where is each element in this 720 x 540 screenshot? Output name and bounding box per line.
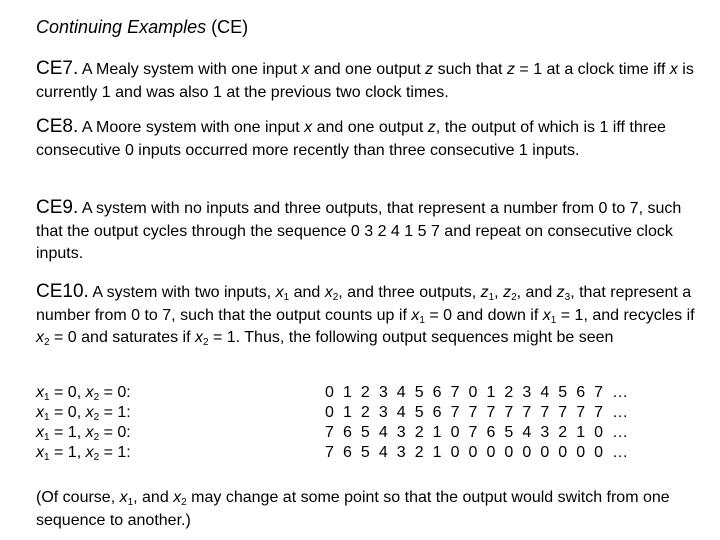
ce8-text: A Moore system with one input bbox=[81, 119, 305, 136]
subscript: 1 bbox=[488, 292, 495, 303]
subscript: 1 bbox=[550, 314, 557, 326]
example-ce10 bbox=[36, 281, 696, 350]
sequence-values: 0 1 2 3 4 5 6 7 0 1 2 3 4 5 6 7 … bbox=[325, 384, 631, 401]
subscript: 2 bbox=[511, 292, 517, 303]
var-x: x bbox=[411, 306, 420, 324]
var-z: z bbox=[556, 284, 565, 301]
ce8-text: , the output of which is 1 iff three consecutive 0 inputs occurred more recently than three consecutive 1 inputs. bbox=[36, 119, 666, 159]
var-x: x bbox=[301, 61, 310, 78]
sequence-values: 7 6 5 4 3 2 1 0 7 6 5 4 3 2 1 0 … bbox=[325, 424, 631, 441]
heading-tail: (CE) bbox=[211, 17, 249, 37]
ce10-code: CE10. bbox=[36, 281, 89, 302]
note-text: (Of course, bbox=[36, 489, 120, 506]
var-z: z bbox=[425, 61, 434, 78]
ce10-text: = 1, and recycles if bbox=[556, 306, 695, 324]
subscript: 2 bbox=[44, 337, 50, 348]
sequence-row bbox=[36, 423, 636, 443]
sequence-values: 0 1 2 3 4 5 6 7 7 7 7 7 7 7 7 7 … bbox=[325, 404, 631, 421]
var-x: x bbox=[304, 119, 313, 136]
ce10-text: , that represent a number from 0 to 7, such that the output counts up if bbox=[36, 284, 692, 324]
sequence-condition: $x_1 = 0$, $x_2 = 1$: bbox=[36, 404, 131, 423]
output-sequence-table bbox=[36, 383, 636, 463]
sequence-values: 7 6 5 4 3 2 1 0 0 0 0 0 0 0 0 0 … bbox=[325, 444, 631, 461]
subscript: 2 bbox=[202, 337, 209, 348]
ce7-text: = 1 at a clock time iff bbox=[514, 61, 670, 78]
var-z: z bbox=[427, 119, 436, 136]
sequence-row bbox=[36, 403, 636, 423]
var-x: x bbox=[669, 61, 678, 78]
ce7-text: such that bbox=[433, 61, 507, 78]
subscript: 1 bbox=[283, 292, 290, 303]
ce8-code: CE8. bbox=[36, 116, 79, 137]
sequence-condition: $x_1 = 1$, $x_2 = 0$: bbox=[36, 424, 131, 443]
ce7-code: CE7. bbox=[36, 58, 79, 79]
subscript: 3 bbox=[564, 292, 571, 303]
ce9-text: A system with no inputs and three outputs, that represent a number from 0 to 7, such that the output cycles through the sequence 0 3 2 4 1 5 7 and repeat on consecutive clock inputs. bbox=[36, 200, 682, 262]
sequence-condition: $x_1 = 0$, $x_2 = 0$: bbox=[36, 384, 131, 403]
subscript: 2 bbox=[181, 497, 187, 508]
subscript: 1 bbox=[127, 497, 134, 508]
var-z: z bbox=[503, 284, 512, 301]
sequence-row bbox=[36, 383, 636, 403]
var-x: x bbox=[324, 284, 333, 301]
ce10-text: A system with two inputs, bbox=[92, 284, 276, 301]
sequence-condition: $x_1 = 1$, $x_2 = 1$: bbox=[36, 444, 131, 463]
subscript: 2 bbox=[332, 292, 339, 303]
ce10-text: and bbox=[289, 284, 325, 301]
example-ce8 bbox=[36, 116, 696, 162]
note-text: may change at some point so that the output would switch from one sequence to another.) bbox=[36, 489, 670, 529]
sequence-row bbox=[36, 443, 636, 463]
var-x: x bbox=[542, 306, 551, 324]
example-ce9 bbox=[36, 197, 696, 266]
ce7-text: A Mealy system with one input bbox=[81, 61, 302, 78]
ce10-text: = 1. Thus, the following output sequences might be seen bbox=[208, 329, 614, 346]
heading-italic: Continuing Examples bbox=[36, 17, 207, 37]
var-x: x bbox=[36, 329, 44, 346]
ce10-text: , and bbox=[516, 284, 557, 301]
ce9-code: CE9. bbox=[36, 197, 79, 218]
var-z: z bbox=[506, 61, 515, 78]
ce7-text: and one output bbox=[309, 61, 426, 78]
var-x: x bbox=[194, 329, 203, 346]
note-text: , and bbox=[133, 489, 174, 506]
example-ce7 bbox=[36, 58, 696, 104]
slide-heading bbox=[36, 17, 248, 38]
var-x: x bbox=[275, 284, 284, 301]
var-x: x bbox=[119, 489, 128, 506]
var-x: x bbox=[173, 489, 182, 506]
var-z: z bbox=[480, 284, 489, 301]
ce7-text: is currently 1 and was also 1 at the previous two clock times. bbox=[36, 61, 694, 101]
ce10-text: = 0 and saturates if bbox=[49, 329, 195, 346]
ce8-text: and one output bbox=[312, 119, 428, 136]
footnote bbox=[36, 486, 696, 532]
ce10-text: , bbox=[494, 284, 504, 301]
ce10-text: = 0 and down if bbox=[424, 306, 543, 324]
subscript: 1 bbox=[419, 314, 425, 326]
ce10-text: , and three outputs, bbox=[338, 284, 481, 301]
